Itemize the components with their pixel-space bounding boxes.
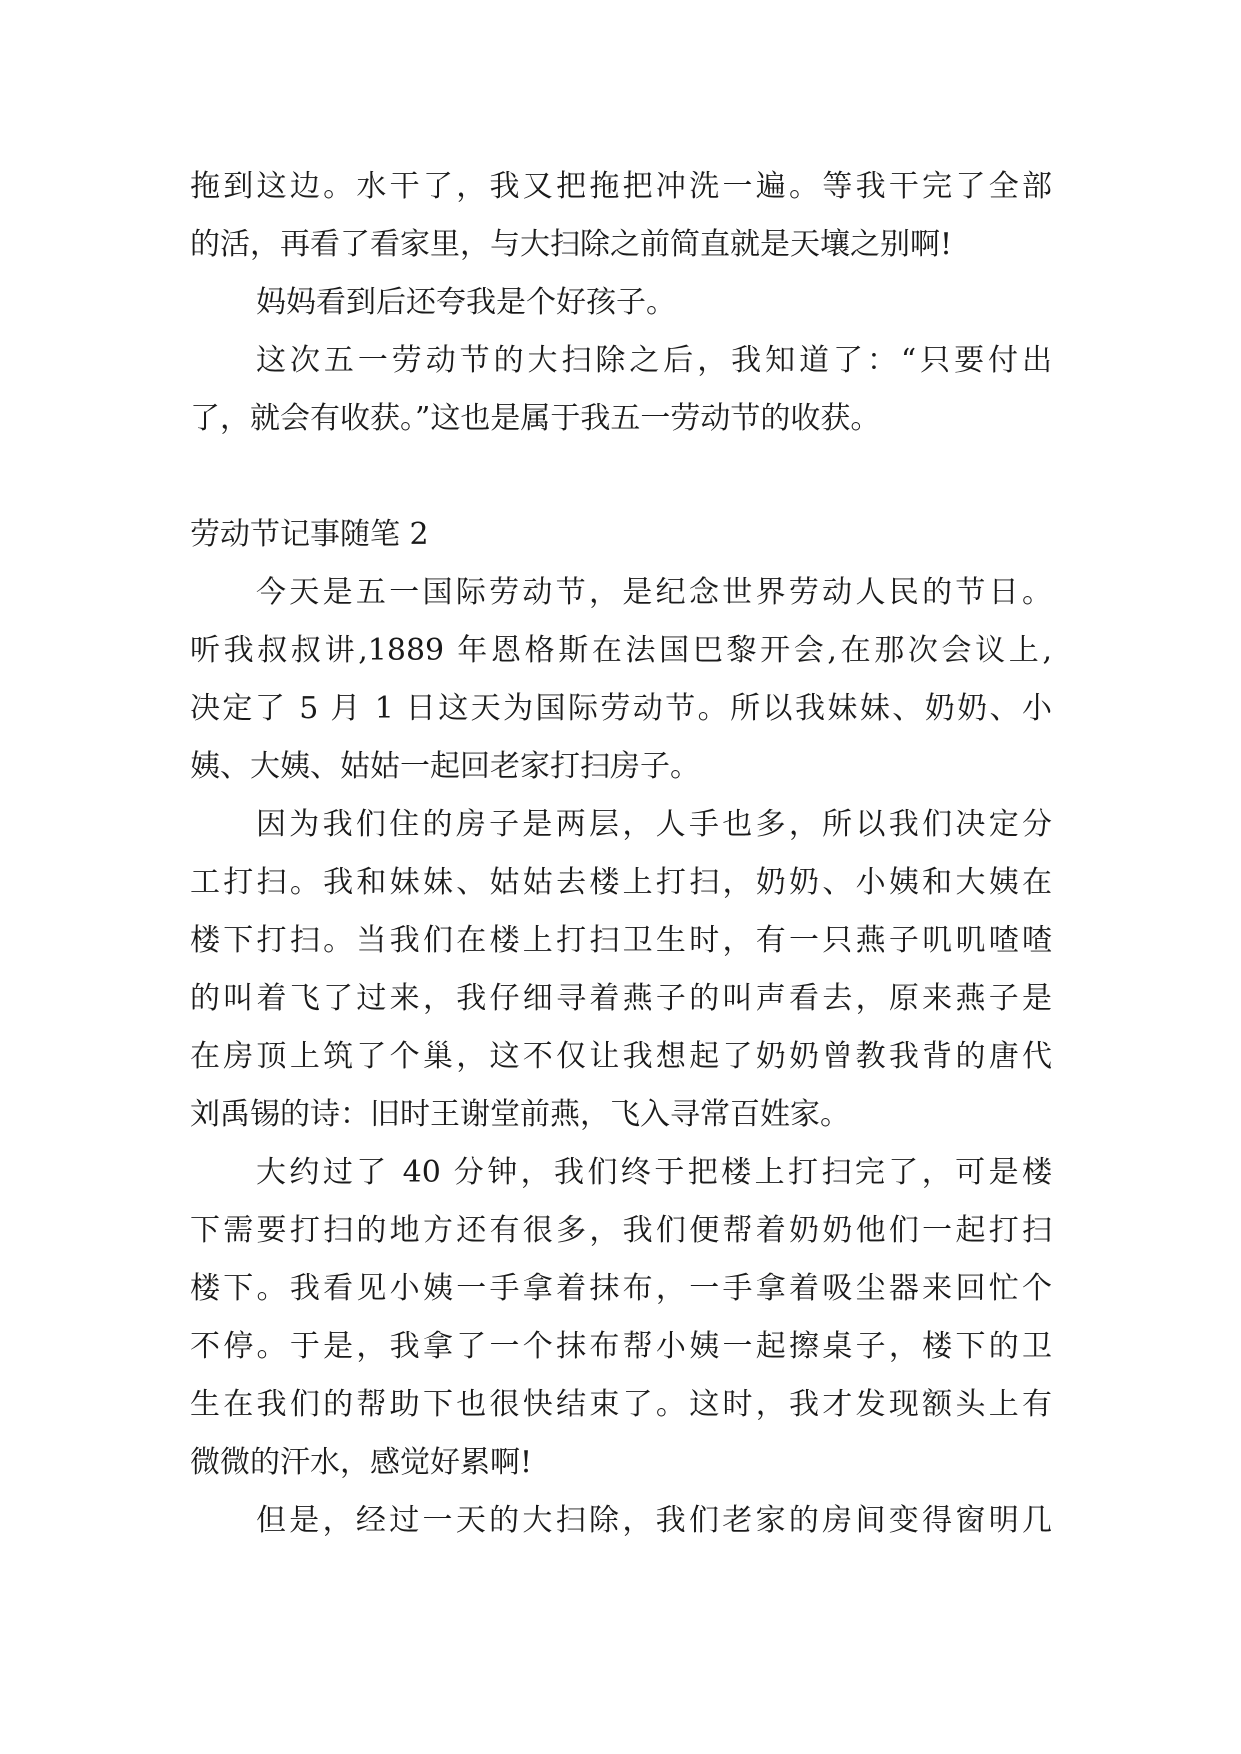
- paragraph-line: 在房顶上筑了个巢，这不仅让我想起了奶奶曾教我背的唐代: [190, 1039, 1052, 1074]
- paragraph-line: 不停。于是，我拿了一个抹布帮小姨一起擦桌子，楼下的卫: [190, 1329, 1052, 1364]
- paragraph-line: 听我叔叔讲,1889 年恩格斯在法国巴黎开会,在那次会议上,: [190, 633, 1052, 668]
- paragraph-line: 的活，再看了看家里，与大扫除之前简直就是天壤之别啊!: [190, 227, 953, 262]
- section-spacer: [190, 448, 1052, 506]
- paragraph-line: 刘禹锡的诗：旧时王谢堂前燕，飞入寻常百姓家。: [190, 1097, 850, 1132]
- paragraph-line: 下需要打扫的地方还有很多，我们便帮着奶奶他们一起打扫: [190, 1213, 1052, 1248]
- paragraph-line: 这次五一劳动节的大扫除之后，我知道了：“只要付出: [256, 343, 1052, 378]
- paragraph-line: 今天是五一国际劳动节，是纪念世界劳动人民的节日。: [256, 575, 1052, 610]
- paragraph-line: 楼下打扫。当我们在楼上打扫卫生时，有一只燕子叽叽喳喳: [190, 923, 1052, 958]
- paragraph-line: 因为我们住的房子是两层，人手也多，所以我们决定分: [256, 807, 1052, 842]
- paragraph-line: 姨、大姨、姑姑一起回老家打扫房子。: [190, 749, 700, 784]
- paragraph-line: 了，就会有收获。”这也是属于我五一劳动节的收获。: [190, 401, 881, 436]
- paragraph-line: 工打扫。我和妹妹、姑姑去楼上打扫，奶奶、小姨和大姨在: [190, 865, 1052, 900]
- paragraph-line: 大约过了 40 分钟，我们终于把楼上打扫完了，可是楼: [256, 1155, 1052, 1190]
- paragraph-line: 妈妈看到后还夸我是个好孩子。: [256, 285, 676, 320]
- paragraph-line: 拖到这边。水干了，我又把拖把冲洗一遍。等我干完了全部: [190, 169, 1052, 204]
- paragraph-line: 微微的汗水，感觉好累啊!: [190, 1445, 533, 1480]
- document-body: [190, 158, 1052, 1550]
- paragraph-line: 但是，经过一天的大扫除，我们老家的房间变得窗明几: [256, 1503, 1052, 1538]
- paragraph-line: 楼下。我看见小姨一手拿着抹布，一手拿着吸尘器来回忙个: [190, 1271, 1052, 1306]
- paragraph-line: 的叫着飞了过来，我仔细寻着燕子的叫声看去，原来燕子是: [190, 981, 1052, 1016]
- paragraph-line: 生在我们的帮助下也很快结束了。这时，我才发现额头上有: [190, 1387, 1052, 1422]
- section-heading: 劳动节记事随笔 2: [190, 517, 429, 552]
- paragraph-line: 决定了 5 月 1 日这天为国际劳动节。所以我妹妹、奶奶、小: [190, 691, 1052, 726]
